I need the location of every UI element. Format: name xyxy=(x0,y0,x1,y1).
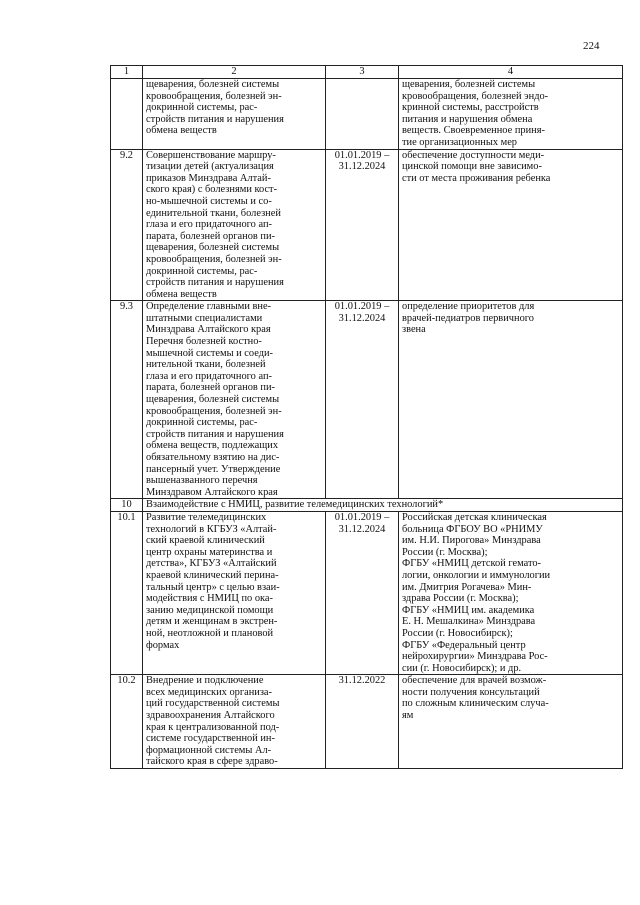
measure-line: единительной ткани, болезней xyxy=(146,207,281,219)
measure-line: но-мышечной системы и со- xyxy=(146,195,272,207)
measure-line: обмена веществ, подлежащих xyxy=(146,440,279,452)
result-line: России (г. Москва); xyxy=(402,546,488,558)
period-line: 31.12.2022 xyxy=(338,675,386,687)
result-line: Е. Н. Мешалкина» Минздрава xyxy=(402,616,536,628)
period-line: 01.01.2019 – xyxy=(334,511,390,523)
result-line: нейрохирургии» Минздрава Рос- xyxy=(402,651,548,663)
measure-line: края к централизованной под- xyxy=(146,721,280,733)
result-line: им. Н.И. Пирогова» Минздрава xyxy=(402,535,541,547)
measure-line: системе государственной ин- xyxy=(146,733,275,745)
measure-cell xyxy=(143,675,326,769)
period-line: 31.12.2024 xyxy=(338,161,386,173)
measure-line: штатными специалистами xyxy=(146,312,263,324)
measure-cell xyxy=(143,149,326,301)
measure-line: Минздравом Алтайского края xyxy=(146,486,278,498)
row-number: 10.2 xyxy=(111,675,143,769)
measure-line: детства», КГБУЗ «Алтайский xyxy=(146,558,277,570)
measure-line: занию медицинской помощи xyxy=(146,604,274,616)
measure-line: пансерный учет. Утверждение xyxy=(146,463,281,475)
section-number: 10 xyxy=(111,499,143,512)
period-line: 31.12.2024 xyxy=(338,312,386,324)
measure-line: стройств питания и нарушения xyxy=(146,428,284,440)
measure-line: формах xyxy=(146,639,180,651)
measure-line: ский краевой клинический xyxy=(146,535,265,547)
measure-cell xyxy=(143,511,326,674)
row-number xyxy=(111,79,143,150)
result-line: определение приоритетов для xyxy=(402,301,535,313)
result-line: логии, онкологии и иммунологии xyxy=(402,569,551,581)
measure-line: глаза и его придаточного ап- xyxy=(146,370,272,382)
section-row xyxy=(111,499,623,512)
header-col-1: 1 xyxy=(111,66,143,79)
header-row xyxy=(111,66,623,79)
measure-line: тайского края в сфере здраво- xyxy=(146,756,278,768)
measure-line: кровообращения, болезней эн- xyxy=(146,90,282,102)
measure-line: щеварения, болезней системы xyxy=(146,242,280,254)
result-line: тие организационных мер xyxy=(402,136,518,148)
result-line: цинской помощи вне зависимо- xyxy=(402,161,542,173)
measure-line: докринной системы, рас- xyxy=(146,417,258,429)
result-line: сии (г. Новосибирск); и др. xyxy=(402,662,522,674)
table-row xyxy=(111,511,623,674)
measure-cell xyxy=(143,301,326,499)
measure-line: тизации детей (актуализация xyxy=(146,161,274,173)
measure-line: обязательному взятию на дис- xyxy=(146,452,280,463)
table-row xyxy=(111,675,623,769)
measure-line: докринной системы, рас- xyxy=(146,265,258,277)
measure-line: нительной ткани, болезней xyxy=(146,359,266,371)
period-line: 01.01.2019 – xyxy=(334,301,390,313)
result-line: ФГБУ «НМИЦ детской гемато- xyxy=(402,558,542,570)
result-line: кровообращения, болезней эндо- xyxy=(402,90,549,102)
measure-line: парата, болезней органов пи- xyxy=(146,382,275,394)
row-number: 9.3 xyxy=(111,301,143,499)
period-cell xyxy=(326,511,399,674)
result-line: больница ФГБОУ ВО «РНИМУ xyxy=(402,523,543,535)
measure-line: Минздрава Алтайского края xyxy=(146,324,271,336)
result-line: ности получения консультаций xyxy=(402,686,540,698)
result-line: питания и нарушения обмена xyxy=(402,113,533,125)
result-line: обеспечение доступности меди- xyxy=(402,149,545,161)
result-line: им. Дмитрия Рогачева» Мин- xyxy=(402,581,532,593)
measure-line: модействия с НМИЦ по ока- xyxy=(146,593,273,605)
measure-line: парата, болезней органов пи- xyxy=(146,230,275,242)
measure-line: всех медицинских организа- xyxy=(146,686,273,698)
measure-line: тальный центр» с целью взаи- xyxy=(146,581,280,593)
result-cell xyxy=(399,511,623,674)
result-line: ФГБУ «Федеральный центр xyxy=(402,639,526,651)
page-number: 224 xyxy=(583,40,600,52)
result-line: ФГБУ «НМИЦ им. академика xyxy=(402,604,535,616)
result-line: ям xyxy=(402,710,414,722)
document-table xyxy=(110,65,623,769)
result-line: России (г. Новосибирск); xyxy=(402,627,513,639)
result-line: здрава России (г. Москва); xyxy=(402,593,519,605)
result-line: сти от места проживания ребенка xyxy=(402,172,551,184)
measure-line: кровообращения, болезней эн- xyxy=(146,253,282,265)
measure-line: Определение главными вне- xyxy=(146,301,272,313)
measure-line: приказов Минздрава Алтай- xyxy=(146,172,271,184)
measure-line: глаза и его придаточного ап- xyxy=(146,219,272,231)
table-row xyxy=(111,301,623,499)
period-line: 01.01.2019 – xyxy=(334,149,390,161)
measure-line: кровообращения, болезней эн- xyxy=(146,405,282,417)
measure-line: обмена веществ xyxy=(146,125,217,137)
measure-line: докринной системы, рас- xyxy=(146,102,258,114)
result-line: звена xyxy=(402,324,426,336)
table-row xyxy=(111,149,623,301)
result-line: по сложным клиническим случа- xyxy=(402,698,549,710)
result-line: щеварения, болезней системы xyxy=(402,79,536,90)
measure-line: Совершенствование маршру- xyxy=(146,149,276,161)
result-cell xyxy=(399,301,623,499)
measure-line: стройств питания и нарушения xyxy=(146,113,284,125)
period-cell xyxy=(326,79,399,150)
period-cell xyxy=(326,675,399,769)
header-col-4: 4 xyxy=(399,66,623,79)
period-line: 31.12.2024 xyxy=(338,523,386,535)
measure-line: детям и женщинам в экстрен- xyxy=(146,616,278,628)
result-line: Российская детская клиническая xyxy=(402,511,547,523)
measure-line: центр охраны материнства и xyxy=(146,546,273,558)
measure-line: стройств питания и нарушения xyxy=(146,277,284,289)
measure-line: Внедрение и подключение xyxy=(146,675,264,687)
measure-line: Развитие телемедицинских xyxy=(146,511,267,523)
measure-cell xyxy=(143,79,326,150)
measure-line: обмена веществ xyxy=(146,288,217,300)
period-cell xyxy=(326,149,399,301)
measure-line: щеварения, болезней системы xyxy=(146,394,280,406)
measure-line: технологий в КГБУЗ «Алтай- xyxy=(146,523,277,535)
measure-line: ского края) с болезнями кост- xyxy=(146,184,278,196)
result-line: обеспечение для врачей возмож- xyxy=(402,675,547,687)
result-line: врачей-педиатров первичного xyxy=(402,312,534,324)
result-cell xyxy=(399,79,623,150)
continuation-row xyxy=(111,79,623,150)
header-col-3: 3 xyxy=(326,66,399,79)
measure-line: ций государственной системы xyxy=(146,698,280,710)
result-line: кринной системы, расстройств xyxy=(402,102,539,114)
measure-line: щеварения, болезней системы xyxy=(146,79,280,90)
period-cell xyxy=(326,301,399,499)
result-cell xyxy=(399,675,623,769)
measure-line: здравоохранения Алтайского xyxy=(146,710,275,722)
measure-line: Перечня болезней костно- xyxy=(146,336,262,348)
measure-line: формационной системы Ал- xyxy=(146,744,272,756)
row-number: 9.2 xyxy=(111,149,143,301)
measure-line: краевой клинический перина- xyxy=(146,569,279,581)
header-col-2: 2 xyxy=(143,66,326,79)
section-title: Взаимодействие с НМИЦ, развитие телемедицинских технологий* xyxy=(143,499,623,512)
result-cell xyxy=(399,149,623,301)
row-number: 10.1 xyxy=(111,511,143,674)
measure-line: вышеназванного перечня xyxy=(146,475,258,487)
measure-line: ной, неотложной и плановой xyxy=(146,627,274,639)
result-line: веществ. Своевременное приня- xyxy=(402,125,545,137)
measure-line: мышечной системы и соеди- xyxy=(146,347,274,359)
